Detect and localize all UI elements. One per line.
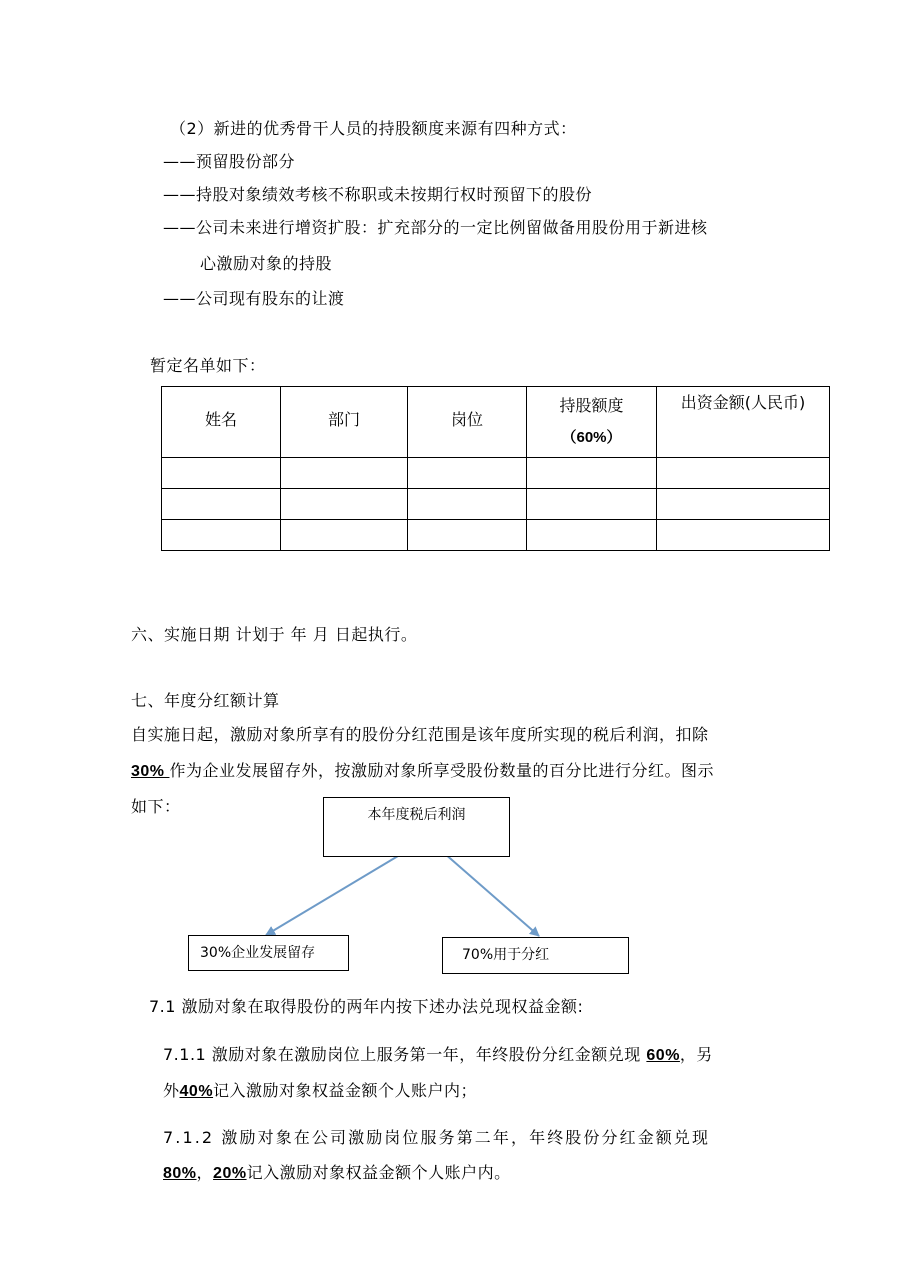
sub712-pct1: 80%: [163, 1165, 197, 1182]
header-share-quota-pct: （60%）: [561, 429, 622, 446]
diagram-box-profit: [323, 797, 510, 857]
sub712-pct2: 20%: [213, 1165, 247, 1182]
diagram-box-reserve: [188, 935, 349, 971]
sub711-line2-pre: 外: [163, 1081, 180, 1100]
sec7-line1: 自实施日起，激励对象所享有的股份分红范围是该年度所实现的税后利润，扣除: [131, 725, 709, 744]
sub712-line1: 7.1.2 激励对象在公司激励岗位服务第二年，年终股份分红金额兑现: [163, 1128, 711, 1147]
sec7-reserve-pct: 30%: [131, 763, 170, 780]
sec2-item-1: ——预留股份部分: [163, 152, 296, 171]
sec2-item-2: ——持股对象绩效考核不称职或未按期行权时预留下的股份: [163, 185, 593, 204]
sub712-line2: [163, 1163, 511, 1184]
header-position: 岗位: [408, 387, 527, 458]
header-share-quota-label: 持股额度: [559, 396, 624, 415]
sub711-pct1: 60%: [646, 1047, 680, 1064]
diagram-box-reserve-label: 30%企业发展留存: [200, 945, 316, 961]
sec2-intro: （2）新进的优秀骨干人员的持股额度来源有四种方式：: [170, 119, 577, 138]
sec7-title: 七、年度分红额计算: [131, 691, 280, 710]
sub711-line2-rest: 记入激励对象权益金额个人账户内；: [213, 1081, 478, 1100]
header-investment: 出资金额(人民币): [657, 387, 830, 458]
sec2-item-3-cont: 心激励对象的持股: [200, 254, 333, 273]
roster-label: 暂定名单如下：: [150, 356, 266, 375]
sub711-line1: [163, 1045, 713, 1066]
diagram-box-profit-label: 本年度税后利润: [367, 807, 466, 823]
sub712-rest: 记入激励对象权益金额个人账户内。: [246, 1163, 511, 1182]
sec2-item-4: ——公司现有股东的让渡: [163, 289, 345, 308]
sec2-item-3: ——公司未来进行增资扩股：扩充部分的一定比例留做备用股份用于新进核: [163, 218, 708, 237]
header-name: 姓名: [162, 387, 281, 458]
header-dept: 部门: [281, 387, 408, 458]
sub712-sep: ，: [196, 1163, 214, 1182]
sub711-mid: ，另: [679, 1045, 713, 1064]
sec7-line3: 如下：: [131, 797, 181, 816]
sub711-prefix: 7.1.1 激励对象在激励岗位上服务第一年，年终股份分红金额兑现: [163, 1045, 647, 1064]
arrow-left: [266, 853, 403, 935]
sub71-text: 7.1 激励对象在取得股份的两年内按下述办法兑现权益金额:: [149, 997, 584, 1016]
diagram-box-dividend: [442, 937, 629, 974]
sec6-text: 六、实施日期 计划于 年 月 日起执行。: [131, 625, 418, 644]
diagram-box-dividend-label: 70%用于分红: [462, 947, 550, 963]
sec7-line2-rest: 作为企业发展留存外，按激励对象所享受股份数量的百分比进行分红。图示: [169, 761, 714, 780]
sub711-line2: [163, 1081, 477, 1102]
sub711-pct2: 40%: [179, 1083, 214, 1100]
arrow-right: [444, 853, 539, 936]
